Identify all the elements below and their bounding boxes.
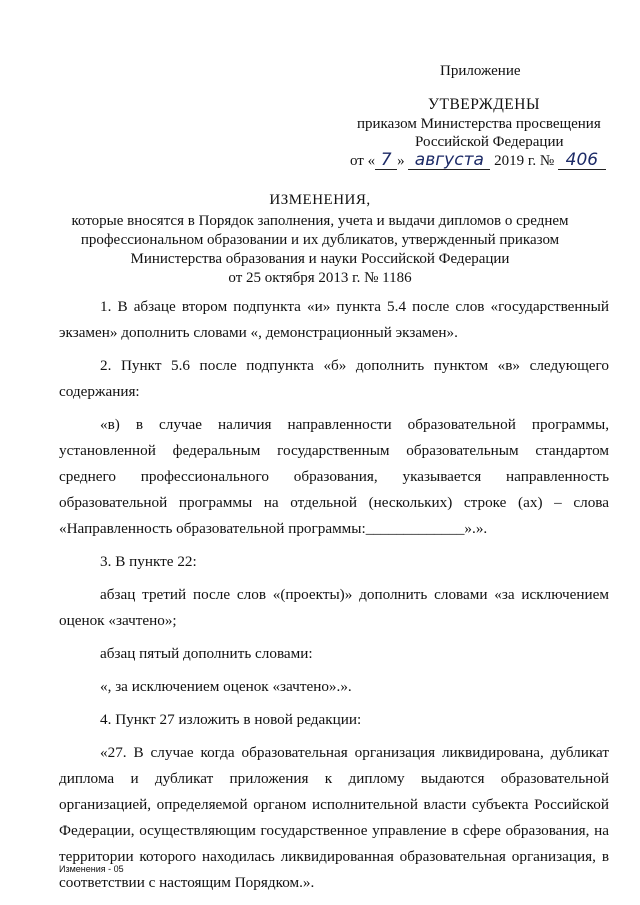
date-day: 7 [375,152,397,170]
order-line-2: Российской Федерации [415,134,564,150]
paragraph-9: «27. В случае когда образовательная организация ликвидирована, дубликат диплома и дубликат приложения к диплому выдаются образовательной организацией, определяемой органом исполнительной власти субъекта Российской Федерации, осуществляющим государственное управление в сфере образования, на территории которого находилась ликвидированная образовательная организация, в соответствии с настоящим Порядком.». [59,744,609,891]
order-date-line [350,152,606,170]
paragraph-8: 4. Пункт 27 изложить в новой редакции: [100,711,362,728]
subtitle-line: которые вносятся в Порядок заполнения, учета и выдачи дипломов о среднем [71,213,569,229]
subtitle-line: профессиональном образовании и их дубликатов, утвержденный приказом [80,232,560,248]
date-month: августа [408,152,490,170]
paragraph-6: абзац пятый дополнить словами: [100,645,313,662]
paragraph-3: «в) в случае наличия направленности образовательной программы, установленной федеральным государственным образовательным стандартом среднего профессионального образования, указывается направленность образовательной программы на отдельной (нескольких) строке (ах) – слова «Направленность образовательной программы:_____________».». [59,416,609,537]
date-prefix: от « [350,153,376,169]
subtitle-line: от 25 октября 2013 г. № 1186 [228,270,412,286]
appendix-label: Приложение [440,63,521,79]
paragraph-7: «, за исключением оценок «зачтено».». [100,678,352,695]
order-line-1: приказом Министерства просвещения [357,116,601,132]
date-mid: » [397,153,405,169]
paragraph-4: 3. В пункте 22: [100,553,197,570]
footer-label: Изменения - 05 [59,864,124,874]
document-subtitle [0,212,640,288]
paragraph-5: абзац третий после слов «(проекты)» дополнить словами «за исключением оценок «зачтено»; [59,586,609,629]
date-year: 2019 г. № [494,153,555,169]
approved-heading: УТВЕРЖДЕНЫ [428,96,540,113]
document-title: ИЗМЕНЕНИЯ, [269,192,371,208]
paragraph-1: 1. В абзаце втором подпункта «и» пункта 5.4 после слов «государственный экзамен» дополнить словами «, демонстрационный экзамен». [59,298,609,341]
order-number: 406 [558,152,606,170]
subtitle-line: Министерства образования и науки Российской Федерации [130,251,510,267]
document-body [59,294,609,896]
paragraph-2: 2. Пункт 5.6 после подпункта «б» дополнить пунктом «в» следующего содержания: [59,357,609,400]
